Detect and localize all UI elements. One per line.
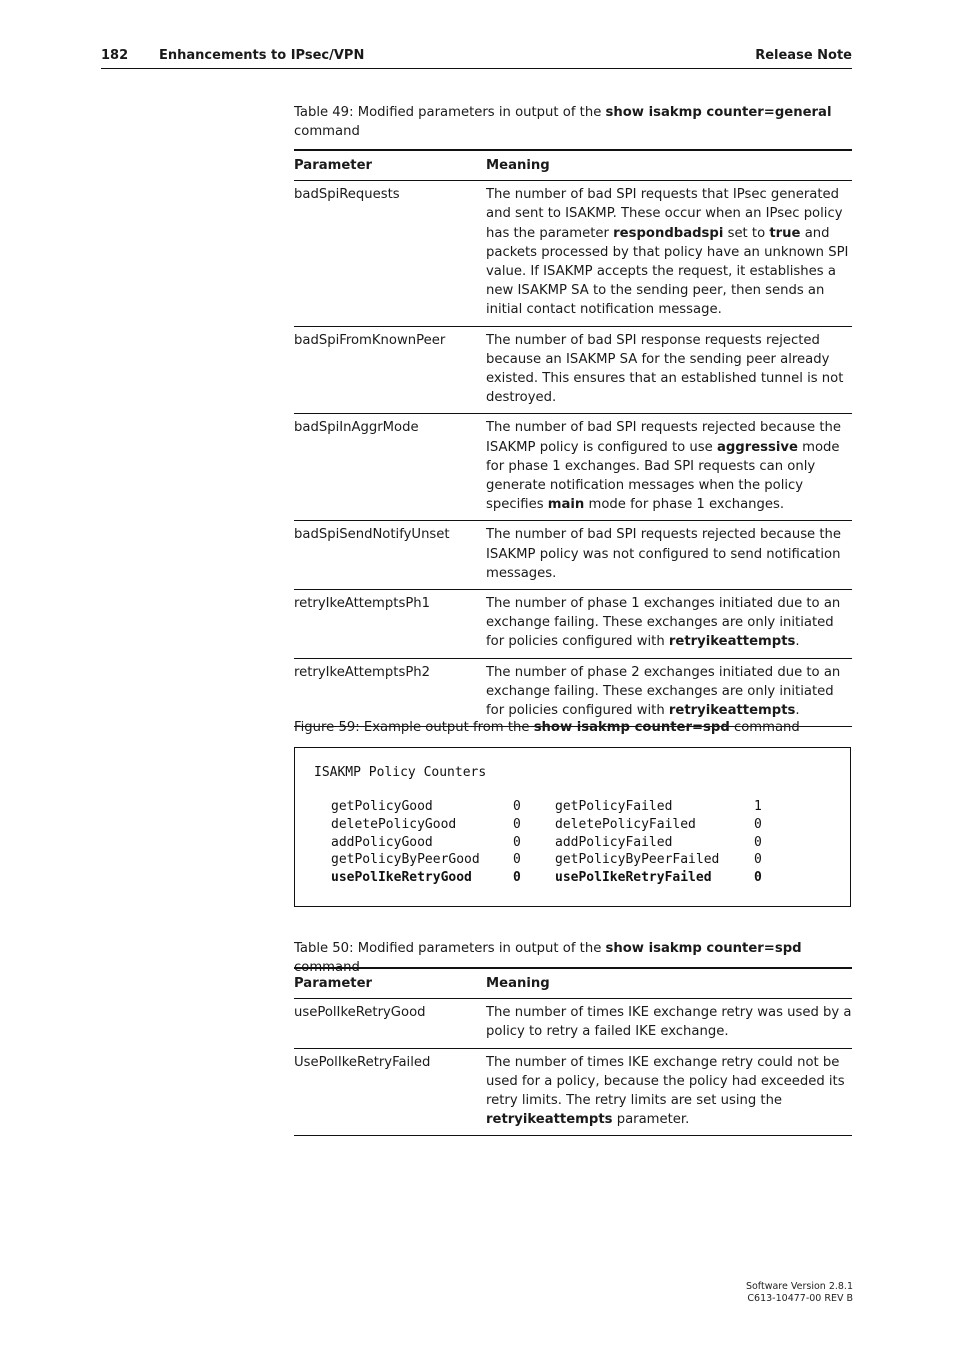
parameter-cell: retryIkeAttemptsPh2 [294, 658, 486, 727]
table-row [294, 181, 852, 326]
keyword: main [547, 497, 585, 513]
right-value-cell: 0 [754, 870, 762, 886]
figure-59-caption: Figure 59: Example output from the show isakmp counter=spd command [294, 720, 800, 735]
command-output-box [294, 747, 851, 907]
meaning-cell [486, 414, 852, 521]
keyword: retryikeattempts [486, 1112, 613, 1128]
right-value-cell: 1 [754, 799, 762, 814]
meaning-text: . [795, 703, 800, 719]
left-name-cell: addPolicyGood [331, 834, 433, 850]
right-name-cell: usePolIkeRetryFailed [555, 870, 712, 886]
parameter-cell: badSpiInAggrMode [294, 414, 486, 521]
right-name-cell: getPolicyFailed [555, 799, 673, 814]
meaning-text: and packets processed by that policy have an unknown SPI value. If ISAKMP accepts the request, it establishes a new ISAKMP SA to the sending peer, then sends an initial contact notification message. [486, 225, 849, 318]
left-name-cell: getPolicyByPeerGood [331, 852, 480, 868]
table-50 [294, 967, 852, 1136]
parameter-cell: usePolIkeRetryGood [294, 999, 486, 1048]
page-header [101, 48, 852, 69]
right-value-cell: 0 [754, 852, 762, 868]
meaning-text: . [795, 634, 800, 650]
left-value-cell: 0 [513, 834, 521, 850]
right-name-cell: addPolicyFailed [555, 834, 673, 850]
table-50-caption: Table 50: Modified parameters in output of the show isakmp counter=spd command [294, 941, 802, 975]
page-footer [746, 1281, 853, 1305]
meaning-cell [486, 521, 852, 590]
meaning-cell [486, 181, 852, 326]
meaning-text: parameter. [612, 1112, 690, 1128]
parameter-cell: badSpiFromKnownPeer [294, 326, 486, 414]
column-header-meaning: Meaning [486, 150, 852, 181]
table-49-caption: Table 49: Modified parameters in output of the show isakmp counter=general command [294, 105, 832, 139]
caption-command: show isakmp counter=general [605, 105, 832, 120]
table-49 [294, 149, 852, 727]
parameter-cell: UsePolIkeRetryFailed [294, 1048, 486, 1136]
left-value-cell: 0 [513, 799, 521, 814]
meaning-text: mode for phase 1 exchanges. Bad SPI requests can only generate notification messages when the policy specifies [486, 439, 840, 513]
output-title: ISAKMP Policy Counters [314, 765, 487, 780]
table-row [294, 326, 852, 414]
page-number: 182 [101, 48, 129, 63]
meaning-text: The number of bad SPI requests rejected because the ISAKMP policy was not configured to send notification messages. [486, 527, 842, 581]
software-version: Software Version 2.8.1 [745, 1281, 853, 1292]
left-name-cell: deletePolicyGood [331, 816, 457, 832]
table-row [294, 590, 852, 659]
left-name-cell: usePolIkeRetryGood [331, 870, 472, 886]
table-header-row [294, 150, 852, 181]
right-value-cell: 0 [754, 816, 762, 832]
table-row [294, 414, 852, 521]
meaning-text: The number of phase 2 exchanges initiated due to an exchange failing. These exchanges are only initiated for policies configured with [486, 664, 841, 719]
right-name-cell: deletePolicyFailed [555, 816, 696, 832]
meaning-text: The number of bad SPI requests that IPsec generated and sent to ISAKMP. These occur when an IPsec policy has the parameter [486, 187, 843, 241]
keyword: aggressive [716, 439, 798, 455]
meaning-text: set to [723, 225, 770, 241]
left-value-cell: 0 [513, 816, 521, 832]
meaning-text: mode for phase 1 exchanges. [584, 497, 785, 513]
meaning-cell [486, 326, 852, 414]
document-type: Release Note [755, 48, 852, 63]
column-header-parameter: Parameter [294, 150, 486, 181]
meaning-cell [486, 590, 852, 659]
left-value-cell: 0 [513, 870, 521, 886]
table-row [294, 658, 852, 727]
meaning-text: The number of bad SPI requests rejected because the ISAKMP policy is configured to use [486, 420, 842, 455]
meaning-cell [486, 658, 852, 727]
keyword: retryikeattempts [668, 703, 796, 719]
meaning-text: The number of times IKE exchange retry was used by a policy to retry a failed IKE exchange. [486, 1005, 852, 1040]
caption-command: show isakmp counter=spd [533, 720, 730, 735]
meaning-cell [486, 1048, 852, 1136]
table-row [294, 1048, 852, 1136]
keyword: respondbadspi [613, 225, 724, 241]
document-code: C613-10477-00 REV B [747, 1293, 853, 1304]
caption-command: show isakmp counter=spd [605, 941, 802, 956]
parameter-cell: retryIkeAttemptsPh1 [294, 590, 486, 659]
column-header-parameter: Parameter [294, 968, 486, 999]
section-title: Enhancements to IPsec/VPN [159, 48, 365, 63]
table-row [294, 521, 852, 590]
parameter-cell: badSpiSendNotifyUnset [294, 521, 486, 590]
keyword: true [769, 225, 801, 241]
meaning-text: The number of bad SPI response requests rejected because an ISAKMP SA for the sending peer already existed. This ensures that an established tunnel is not destroyed. [486, 332, 844, 406]
meaning-text: The number of times IKE exchange retry could not be used for a policy, because the policy had exceeded its retry limits. The retry limits are set using the [486, 1054, 845, 1109]
table-header-row [294, 968, 852, 999]
meaning-text: The number of phase 1 exchanges initiated due to an exchange failing. These exchanges are only initiated for policies configured with [486, 596, 841, 650]
meaning-cell [486, 999, 852, 1048]
table-row [294, 999, 852, 1048]
right-value-cell: 0 [754, 834, 762, 850]
left-name-cell: getPolicyGood [331, 799, 433, 814]
left-value-cell: 0 [513, 852, 521, 868]
parameter-cell: badSpiRequests [294, 181, 486, 326]
right-name-cell: getPolicyByPeerFailed [555, 852, 720, 868]
keyword: retryikeattempts [668, 634, 796, 650]
column-header-meaning: Meaning [486, 968, 852, 999]
